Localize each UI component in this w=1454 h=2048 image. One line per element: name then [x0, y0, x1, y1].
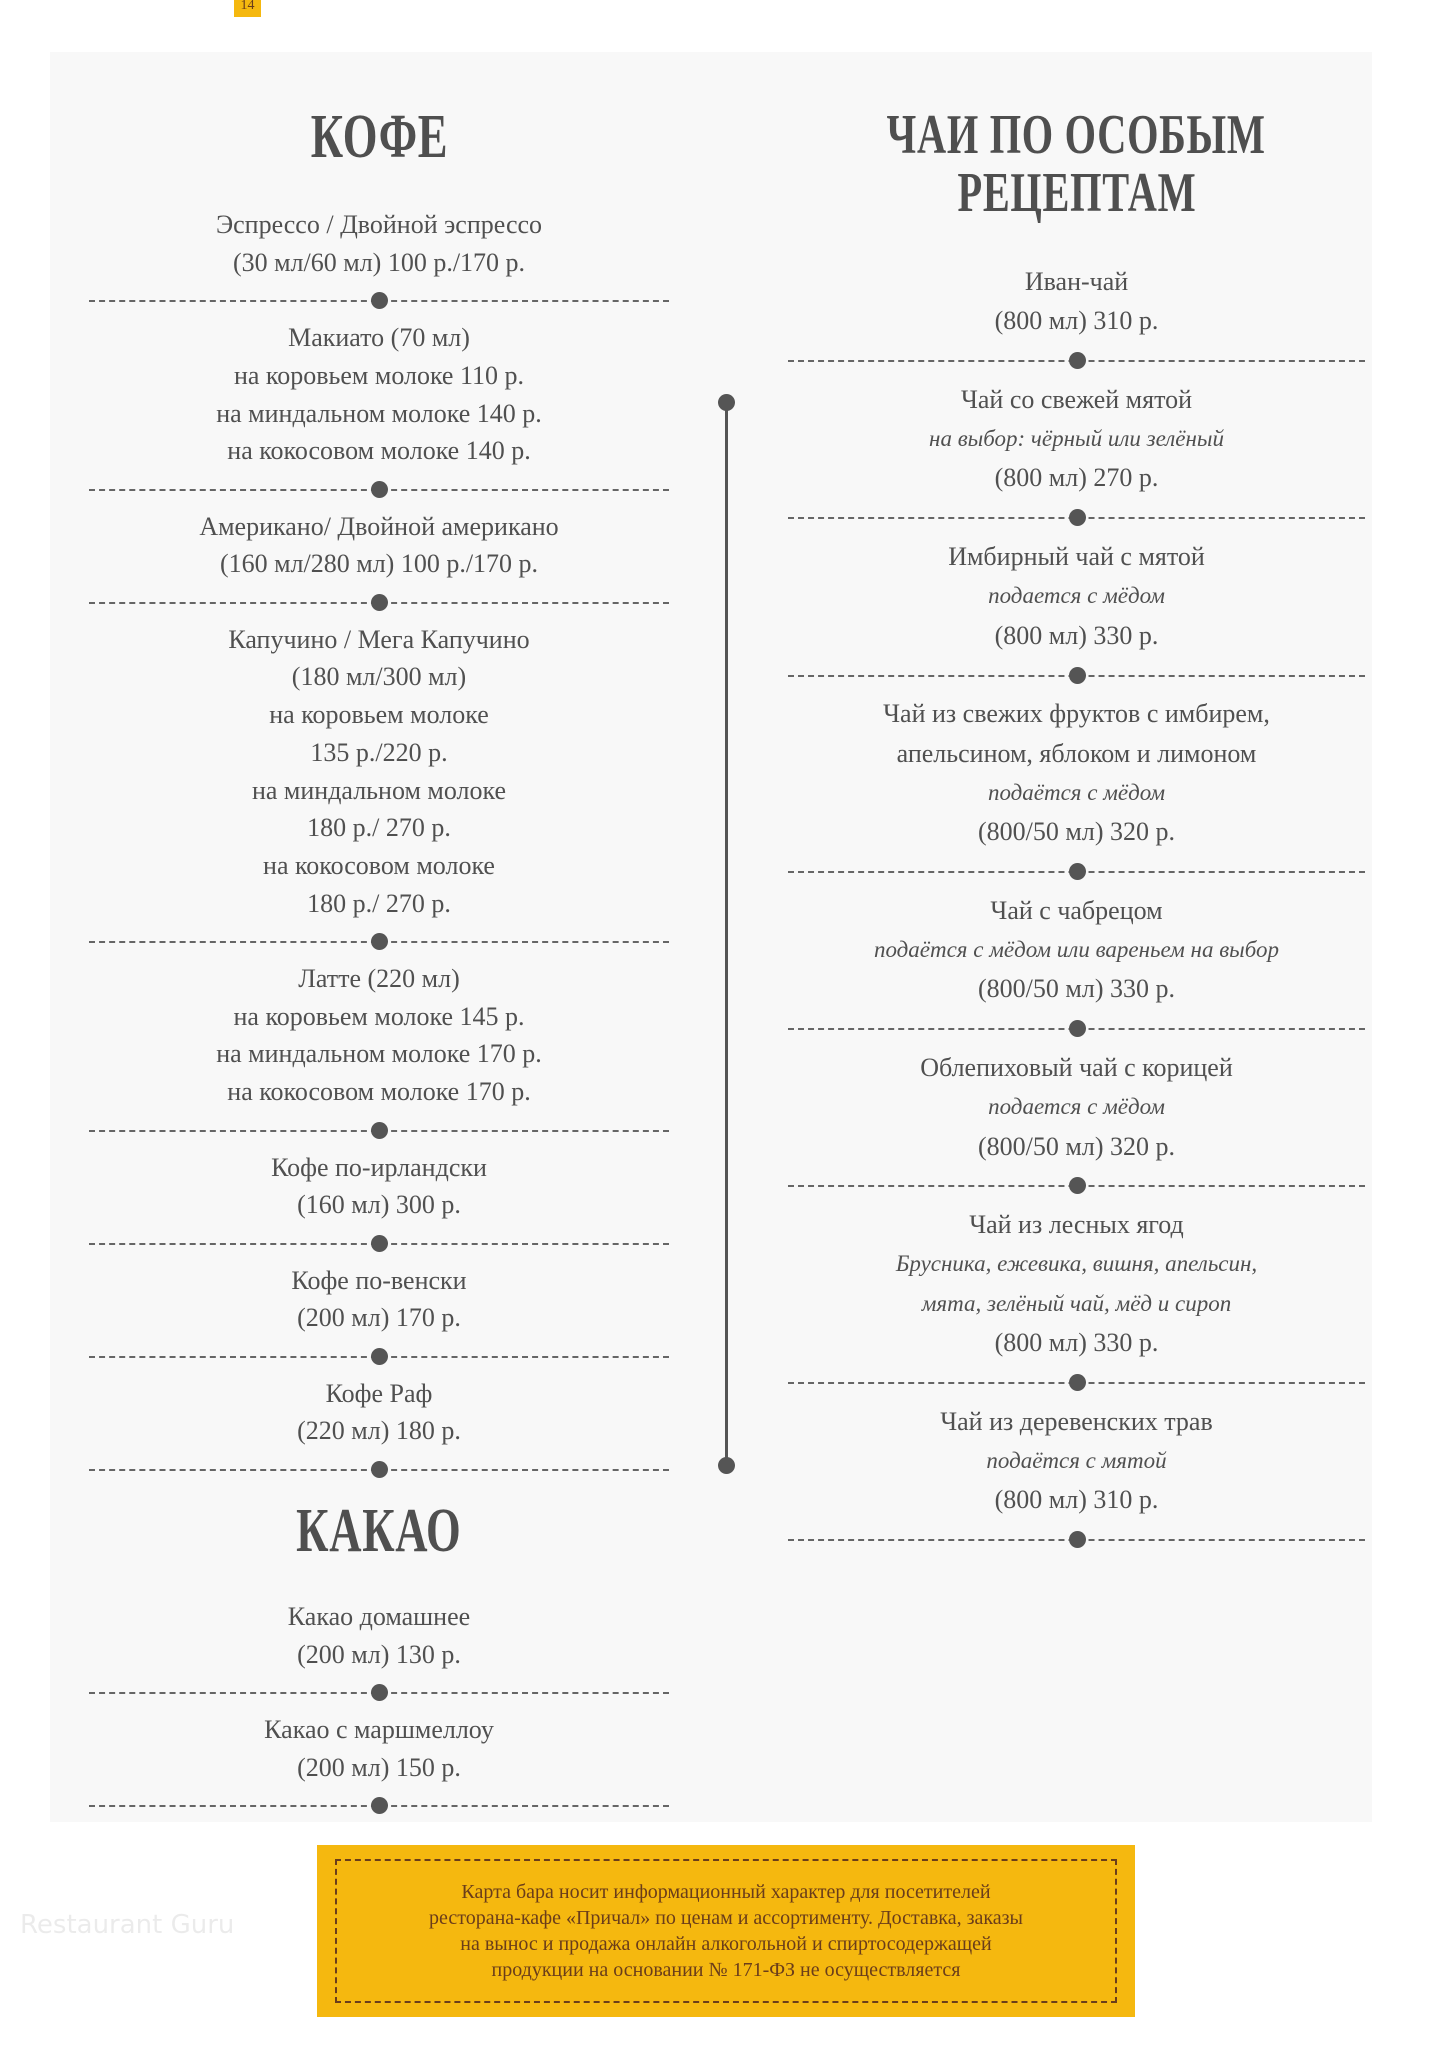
- separator-dot: [371, 292, 388, 309]
- separator-dot: [371, 1684, 388, 1701]
- menu-item-text: (800 мл) 310 р.: [994, 1485, 1159, 1515]
- dashed-separator: [89, 1450, 669, 1488]
- separator-dot: [1069, 509, 1086, 526]
- menu-item-text: Чай с чабрецом: [990, 895, 1163, 925]
- dashed-separator: [788, 1362, 1365, 1401]
- notice-line: продукции на основании № 171-ФЗ не осуществляется: [491, 1959, 961, 1981]
- menu-item-text: Чай из лесных ягод: [969, 1210, 1184, 1240]
- menu-item: [89, 960, 669, 1149]
- separator-dot: [1069, 667, 1086, 684]
- menu-item-text: Какао с маршмеллоу: [264, 1715, 494, 1745]
- menu-item: [89, 1375, 669, 1488]
- menu-item-text: апельсином, яблоком и лимоном: [896, 738, 1257, 768]
- disclaimer-notice: [317, 1845, 1135, 2017]
- menu-item-text: Облепиховый чай с корицей: [920, 1052, 1233, 1082]
- tea-title-line: РЕЦЕПТАМ: [957, 162, 1196, 224]
- menu-item-description: Брусника, ежевика, вишня, апельсин,: [895, 1251, 1258, 1277]
- column-divider: [725, 402, 728, 1465]
- menu-item-text: на миндальном молоке 170 р.: [216, 1039, 542, 1069]
- menu-item: [788, 891, 1365, 1048]
- menu-item-text: на коровьем молоке 110 р.: [233, 360, 525, 390]
- menu-item: [89, 508, 669, 621]
- dashed-separator: [89, 922, 669, 960]
- dashed-separator: [89, 1111, 669, 1149]
- tea-title: [788, 106, 1365, 222]
- separator-dot: [1069, 352, 1086, 369]
- menu-item: [89, 1711, 669, 1824]
- menu-item-text: на коровьем молоке: [269, 700, 489, 730]
- menu-item-text: на кокосовом молоке 170 р.: [227, 1077, 531, 1107]
- menu-item-text: (800 мл) 330 р.: [994, 1328, 1159, 1358]
- dashed-separator: [788, 655, 1365, 694]
- menu-item-text: на миндальном молоке 140 р.: [216, 398, 542, 428]
- separator-dot: [371, 1461, 388, 1478]
- separator-dot: [371, 1348, 388, 1365]
- menu-item: [788, 537, 1365, 694]
- coffee-list: [89, 206, 669, 1488]
- menu-item-text: (160 мл) 300 р.: [297, 1190, 461, 1220]
- watermark: Restaurant Guru: [20, 1910, 235, 1940]
- separator-dot: [371, 1122, 388, 1139]
- menu-item-text: Чай из деревенских трав: [940, 1406, 1213, 1436]
- separator-dot: [371, 481, 388, 498]
- separator-dot: [371, 1235, 388, 1252]
- menu-item-description: подаётся с мятой: [986, 1447, 1167, 1473]
- menu-item-description: подаётся с мёдом или вареньем на выбор: [873, 937, 1280, 963]
- menu-item-text: Эспрессо / Двойной эспрессо: [215, 210, 543, 239]
- dashed-separator: [89, 1787, 669, 1825]
- separator-dot: [371, 594, 388, 611]
- dashed-separator: [89, 1673, 669, 1711]
- tea-list: [788, 262, 1365, 1559]
- divider-dot: [718, 394, 735, 411]
- dashed-separator: [89, 1224, 669, 1262]
- menu-item-text: (220 мл) 180 р.: [297, 1416, 461, 1446]
- menu-item-description: подаётся с мёдом: [987, 779, 1166, 805]
- separator-dot: [1069, 1531, 1086, 1548]
- notice-line: ресторана-кафе «Причал» по ценам и ассортименту. Доставка, заказы: [429, 1907, 1023, 1929]
- menu-item-text: Макиато (70 мл): [288, 323, 470, 353]
- menu-item-text: (800/50 мл) 320 р.: [978, 1131, 1175, 1161]
- menu-item-text: (800 мл) 270 р.: [994, 463, 1159, 493]
- menu-item-description: на выбор: чёрный или зелёный: [929, 426, 1224, 452]
- tea-title-line: ЧАИ ПО ОСОБЫМ: [887, 104, 1266, 166]
- menu-item-text: Чай со свежей мятой: [960, 384, 1193, 414]
- menu-item: [788, 1205, 1365, 1401]
- menu-item-text: (30 мл/60 мл) 100 р./170 р.: [232, 247, 526, 277]
- menu-item: [89, 319, 669, 508]
- separator-dot: [1069, 1374, 1086, 1391]
- dashed-separator: [788, 1166, 1365, 1205]
- menu-item: [788, 1048, 1365, 1205]
- menu-item-text: на коровьем молоке 145 р.: [233, 1001, 525, 1031]
- menu-item-text: (800/50 мл) 320 р.: [978, 817, 1175, 847]
- dashed-separator: [788, 1520, 1365, 1559]
- menu-item-text: Кофе по-венски: [291, 1265, 467, 1295]
- menu-item-text: Какао домашнее: [287, 1602, 471, 1631]
- menu-item-text: (200 мл) 170 р.: [297, 1303, 461, 1333]
- menu-item-text: (800 мл) 330 р.: [994, 620, 1159, 650]
- menu-item-text: на миндальном молоке: [251, 775, 507, 805]
- menu-item: [89, 621, 669, 960]
- notice-line: на вынос и продажа онлайн алкогольной и спиртосодержащей: [460, 1933, 992, 1955]
- menu-item-text: Имбирный чай с мятой: [948, 542, 1205, 572]
- menu-item: [89, 1262, 669, 1375]
- menu-item-text: Латте (220 мл): [298, 964, 460, 993]
- menu-item-text: на кокосовом молоке 140 р.: [227, 436, 531, 466]
- menu-item: [788, 694, 1365, 890]
- dashed-separator: [89, 1337, 669, 1375]
- cocoa-list: [89, 1598, 669, 1824]
- dashed-separator: [788, 851, 1365, 890]
- coffee-title: КОФЕ: [310, 103, 448, 171]
- menu-item-text: (200 мл) 150 р.: [297, 1752, 461, 1782]
- menu-item-description: подается с мёдом: [988, 583, 1165, 609]
- menu-item-text: (180 мл/300 мл): [291, 662, 467, 692]
- menu-item: [89, 1598, 669, 1711]
- separator-dot: [1069, 1020, 1086, 1037]
- dashed-separator: [788, 498, 1365, 537]
- dashed-separator: [89, 281, 669, 319]
- menu-item-text: Кофе Раф: [325, 1378, 433, 1408]
- menu-item: [788, 262, 1365, 380]
- menu-item-text: Чай из свежих фруктов с имбирем,: [883, 699, 1270, 729]
- menu-item-text: 180 р./ 270 р.: [307, 813, 451, 843]
- cocoa-title: КАКАО: [296, 1497, 462, 1565]
- menu-item-text: 180 р./ 270 р.: [307, 888, 451, 918]
- menu-item-text: Иван-чай: [1024, 267, 1129, 296]
- menu-item-text: 135 р./220 р.: [310, 737, 448, 767]
- page-number: 14: [234, 0, 261, 17]
- menu-item-description: мята, зелёный чай, мёд и сироп: [921, 1290, 1232, 1316]
- notice-line: Карта бара носит информационный характер для посетителей: [461, 1881, 991, 1903]
- divider-dot: [718, 1457, 735, 1474]
- separator-dot: [1069, 863, 1086, 880]
- menu-item: [788, 1402, 1365, 1559]
- menu-item-text: Американо/ Двойной американо: [199, 511, 559, 541]
- dashed-separator: [89, 470, 669, 508]
- separator-dot: [1069, 1177, 1086, 1194]
- menu-item-description: подается с мёдом: [988, 1094, 1165, 1120]
- dashed-separator: [89, 583, 669, 621]
- menu-item-text: (200 мл) 130 р.: [297, 1639, 461, 1669]
- menu-item-text: Капучино / Мега Капучино: [228, 624, 530, 654]
- menu-item: [788, 380, 1365, 537]
- menu-item-text: Кофе по-ирландски: [271, 1152, 487, 1182]
- separator-dot: [371, 1797, 388, 1814]
- menu-item: [89, 1149, 669, 1262]
- dashed-separator: [788, 1009, 1365, 1048]
- menu-item-text: (800/50 мл) 330 р.: [978, 974, 1175, 1004]
- separator-dot: [371, 933, 388, 950]
- menu-item: [89, 206, 669, 319]
- menu-item-text: на кокосовом молоке: [263, 850, 495, 880]
- menu-item-text: (160 мл/280 мл) 100 р./170 р.: [219, 549, 539, 579]
- menu-item-text: (800 мл) 310 р.: [994, 306, 1159, 336]
- dashed-separator: [788, 341, 1365, 380]
